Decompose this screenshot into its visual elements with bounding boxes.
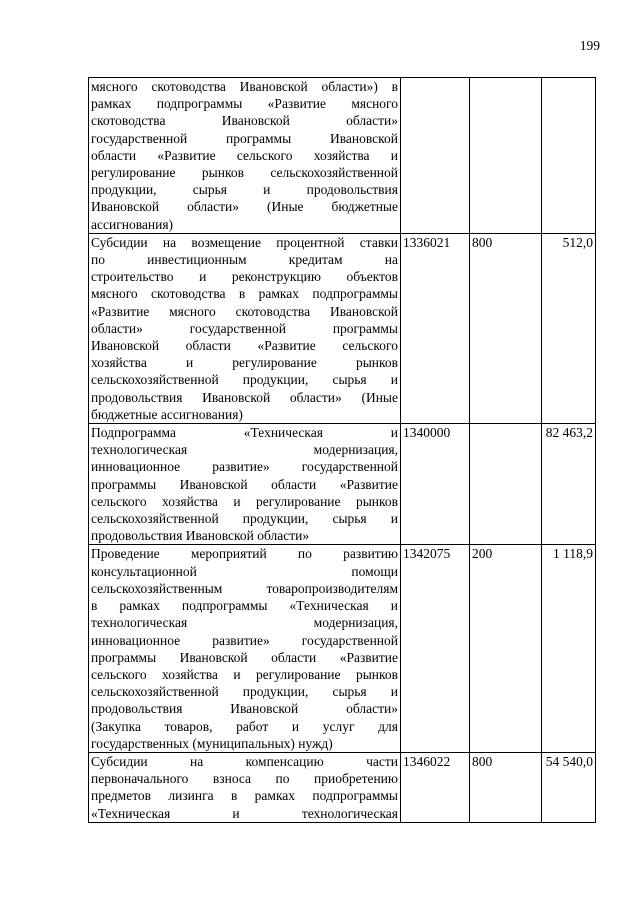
row-target-code: 1336021 [401,233,470,423]
table-row [89,424,596,545]
row-amount: 1 118,9 [542,545,596,752]
description-line: сельского хозяйства и регулирование рынков [91,666,398,682]
description-line: рамках подпрограммы «Развитие мясного [91,96,398,112]
description-line: сельскохозяйственной продукции, сырья и [91,511,398,527]
row-description [89,424,401,545]
description-line: Ивановской области «Развитие сельского [91,338,398,354]
table-row [89,545,596,752]
description-line: Подпрограмма «Техническая и [91,425,398,441]
description-line: Ивановской области» (Иные бюджетные [91,199,398,215]
row-amount: 512,0 [542,233,596,423]
row-expense-type [470,424,542,545]
row-description [89,545,401,752]
description-line: сельского хозяйства и регулирование рынков [91,493,398,509]
row-amount: 82 463,2 [542,424,596,545]
description-line: скотоводства Ивановской области» [91,113,398,129]
description-line: продукции, сырья и продовольствия [91,182,398,198]
description-line: сельскохозяйственным товаропроизводителям [91,580,398,596]
row-target-code: 1340000 [401,424,470,545]
description-line: области «Развитие сельского хозяйства и [91,147,398,163]
table-body [89,78,596,823]
description-line: программы Ивановской области «Развитие [91,476,398,492]
description-line: мясного скотоводства Ивановской области») в [91,79,398,94]
description-line: ассигнования) [91,216,174,232]
row-description [89,752,401,822]
description-line: «Развитие мясного скотоводства Ивановской [91,303,398,319]
description-line: предметов лизинга в рамках подпрограммы [91,788,398,804]
description-line: технологическая модернизация, [91,442,398,458]
row-target-code: 1342075 [401,545,470,752]
description-line: бюджетные ассигнования) [91,406,243,422]
row-expense-type [470,78,542,234]
description-line: продовольствия Ивановской области» [91,701,398,717]
description-line: (Закупка товаров, работ и услуг для [91,718,398,734]
description-line: программы Ивановской области «Развитие [91,649,398,665]
description-line: хозяйства и регулирование рынков [91,355,398,371]
budget-table [88,77,596,823]
description-line: государственных (муниципальных) нужд) [91,735,333,751]
row-expense-type: 200 [470,545,542,752]
description-line: мясного скотоводства в рамках подпрограммы [91,286,398,302]
description-line: сельскохозяйственной продукции, сырья и [91,684,398,700]
description-line: регулирование рынков сельскохозяйственной [91,165,398,181]
row-description [89,78,401,234]
description-line: технологическая модернизация, [91,615,398,631]
table-row [89,78,596,234]
description-line: Проведение мероприятий по развитию [91,546,398,562]
description-line: продовольствия Ивановской области» [91,528,310,544]
description-line: области» государственной программы [91,320,398,336]
description-line: консультационной помощи [91,563,398,579]
description-line: Субсидии на компенсацию части [91,753,398,769]
description-line: строительство и реконструкцию объектов [91,269,398,285]
row-target-code [401,78,470,234]
row-expense-type: 800 [470,752,542,822]
description-line: «Техническая и технологическая [91,805,398,821]
description-line: первоначального взноса по приобретению [91,771,398,787]
page-number: 199 [579,38,600,53]
description-line: сельскохозяйственной продукции, сырья и [91,372,398,388]
row-description [89,233,401,423]
row-amount [542,78,596,234]
row-amount: 54 540,0 [542,752,596,822]
description-line: по инвестиционным кредитам на [91,252,398,268]
table-row [89,752,596,822]
table-row [89,233,596,423]
description-line: государственной программы Ивановской [91,130,398,146]
description-line: инновационное развитие» государственной [91,632,398,648]
description-line: в рамках подпрограммы «Техническая и [91,598,398,614]
description-line: инновационное развитие» государственной [91,459,398,475]
description-line: продовольствия Ивановской области» (Иные [91,389,398,405]
row-expense-type: 800 [470,233,542,423]
row-target-code: 1346022 [401,752,470,822]
description-line: Субсидии на возмещение процентной ставки [91,234,398,250]
